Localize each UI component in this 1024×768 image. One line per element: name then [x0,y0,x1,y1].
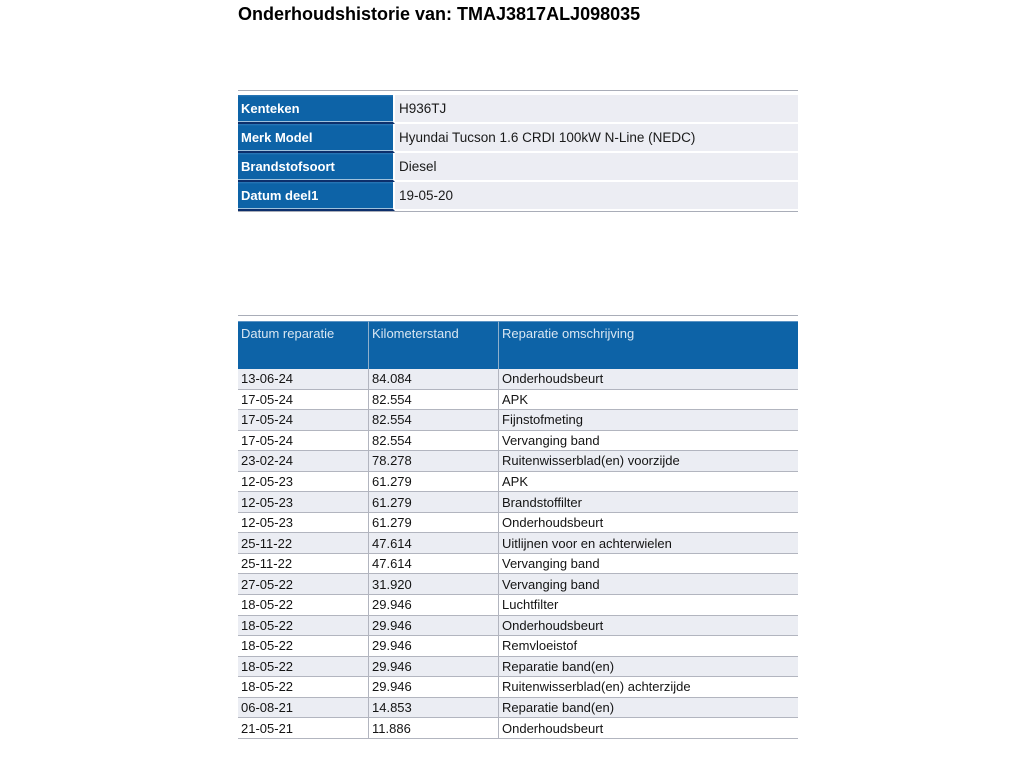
history-header-row [238,321,798,369]
repair-history-section [238,315,798,739]
repair-date-cell: 17-05-24 [238,410,368,431]
repair-date-cell: 18-05-22 [238,595,368,616]
table-row [238,698,798,719]
odometer-cell: 29.946 [368,616,498,637]
odometer-cell: 29.946 [368,657,498,678]
repair-description-cell: Reparatie band(en) [498,698,798,719]
table-row [238,492,798,513]
table-row [238,616,798,637]
repair-description-cell: Uitlijnen voor en achterwielen [498,533,798,554]
repair-description-cell: Luchtfilter [498,595,798,616]
vehicle-info-section [238,90,798,212]
column-header-kilometerstand: Kilometerstand [368,321,498,369]
table-row [238,574,798,595]
table-row [238,472,798,493]
odometer-cell: 29.946 [368,636,498,657]
table-row [238,390,798,411]
table-row [238,533,798,554]
repair-date-cell: 12-05-23 [238,472,368,493]
odometer-cell: 31.920 [368,574,498,595]
table-row [238,657,798,678]
odometer-cell: 84.084 [368,369,498,390]
info-row [238,153,798,182]
table-row [238,677,798,698]
repair-description-cell: Brandstoffilter [498,492,798,513]
divider-line [238,315,798,316]
repair-description-cell: APK [498,390,798,411]
repair-date-cell: 25-11-22 [238,554,368,575]
table-row [238,431,798,452]
info-row [238,182,798,211]
odometer-cell: 61.279 [368,513,498,534]
odometer-cell: 82.554 [368,431,498,452]
repair-description-cell: APK [498,472,798,493]
repair-description-cell: Onderhoudsbeurt [498,369,798,390]
repair-description-cell: Vervanging band [498,431,798,452]
repair-description-cell: Vervanging band [498,554,798,575]
info-label: Merk Model [238,124,395,153]
repair-date-cell: 23-02-24 [238,451,368,472]
repair-date-cell: 25-11-22 [238,533,368,554]
odometer-cell: 78.278 [368,451,498,472]
table-row [238,451,798,472]
table-row [238,513,798,534]
repair-description-cell: Onderhoudsbeurt [498,718,798,739]
repair-description-cell: Fijnstofmeting [498,410,798,431]
info-row [238,124,798,153]
table-row [238,636,798,657]
info-value: Hyundai Tucson 1.6 CRDI 100kW N-Line (NEDC) [395,124,798,153]
info-row [238,95,798,124]
repair-date-cell: 13-06-24 [238,369,368,390]
repair-date-cell: 18-05-22 [238,616,368,637]
repair-date-cell: 18-05-22 [238,677,368,698]
column-header-reparatie-omschrijving: Reparatie omschrijving [498,321,798,369]
divider-line [238,90,798,91]
odometer-cell: 47.614 [368,554,498,575]
repair-date-cell: 12-05-23 [238,513,368,534]
odometer-cell: 61.279 [368,472,498,493]
repair-date-cell: 27-05-22 [238,574,368,595]
odometer-cell: 14.853 [368,698,498,719]
repair-date-cell: 06-08-21 [238,698,368,719]
odometer-cell: 47.614 [368,533,498,554]
info-label: Kenteken [238,95,395,124]
repair-description-cell: Remvloeistof [498,636,798,657]
repair-date-cell: 17-05-24 [238,390,368,411]
table-row [238,718,798,739]
table-row [238,595,798,616]
divider-line [238,211,798,212]
odometer-cell: 82.554 [368,410,498,431]
repair-date-cell: 17-05-24 [238,431,368,452]
repair-description-cell: Ruitenwisserblad(en) achterzijde [498,677,798,698]
repair-description-cell: Reparatie band(en) [498,657,798,678]
odometer-cell: 61.279 [368,492,498,513]
repair-date-cell: 18-05-22 [238,636,368,657]
column-header-datum-reparatie: Datum reparatie [238,321,368,369]
odometer-cell: 82.554 [368,390,498,411]
repair-description-cell: Onderhoudsbeurt [498,513,798,534]
table-row [238,369,798,390]
repair-date-cell: 18-05-22 [238,657,368,678]
odometer-cell: 29.946 [368,677,498,698]
info-value: Diesel [395,153,798,182]
repair-description-cell: Ruitenwisserblad(en) voorzijde [498,451,798,472]
odometer-cell: 29.946 [368,595,498,616]
info-label: Datum deel1 [238,182,395,211]
table-row [238,554,798,575]
repair-history-table [238,321,798,739]
info-value: 19-05-20 [395,182,798,211]
info-label: Brandstofsoort [238,153,395,182]
repair-date-cell: 12-05-23 [238,492,368,513]
repair-date-cell: 21-05-21 [238,718,368,739]
repair-description-cell: Vervanging band [498,574,798,595]
repair-description-cell: Onderhoudsbeurt [498,616,798,637]
odometer-cell: 11.886 [368,718,498,739]
info-value: H936TJ [395,95,798,124]
page-title: Onderhoudshistorie van: TMAJ3817ALJ098035 [238,4,641,24]
vehicle-info-table [238,95,798,211]
table-row [238,410,798,431]
